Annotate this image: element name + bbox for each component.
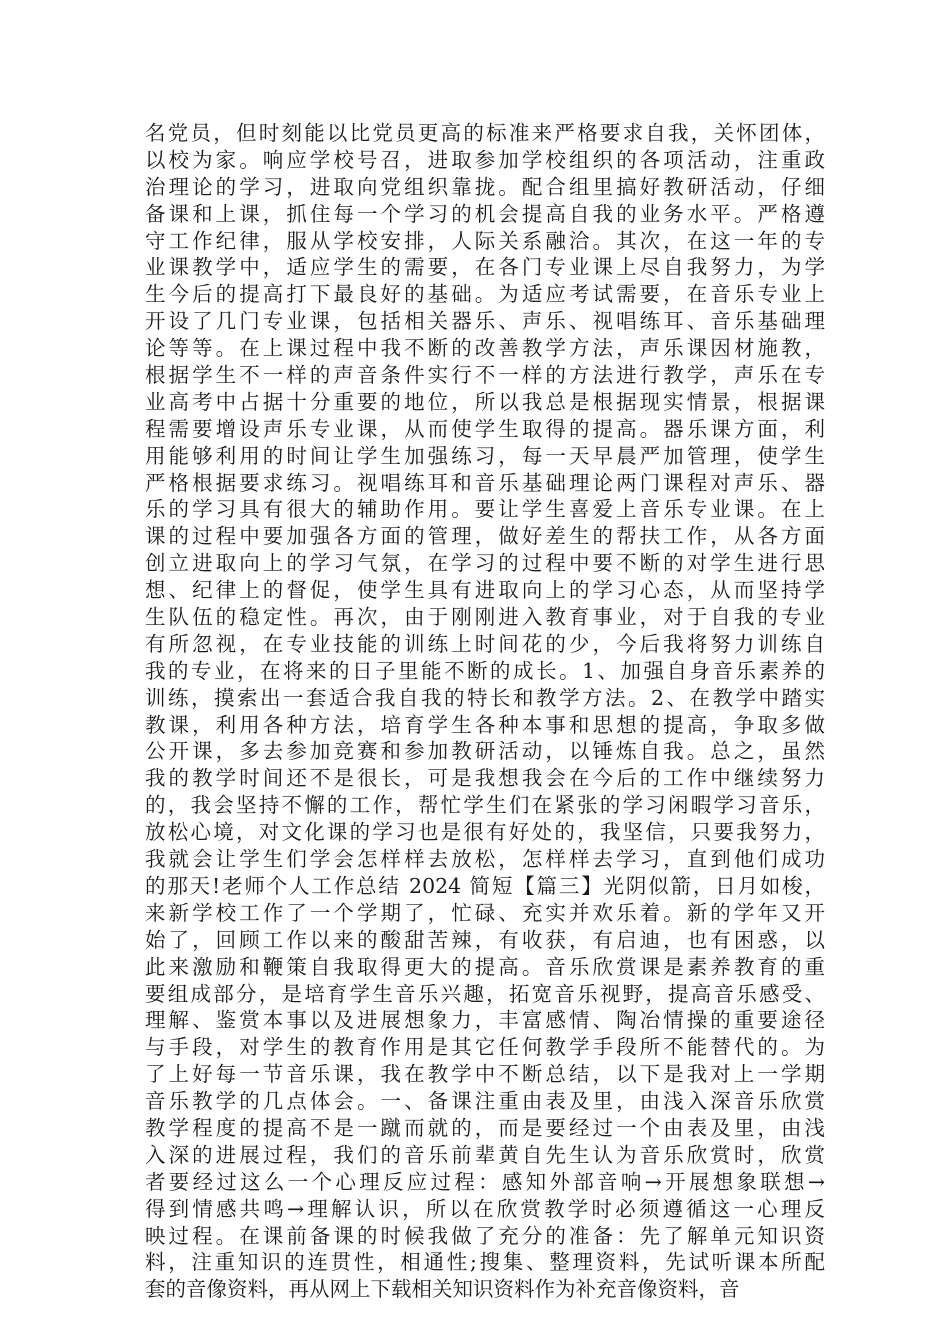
text-line: 训练，摸索出一套适合我自我的特长和教学方法。2、在教学中踏实 <box>145 685 825 710</box>
text-line: 我的教学时间还不是很长，可是我想我会在今后的工作中继续努力 <box>145 766 825 791</box>
text-line: 的，我会坚持不懈的工作，帮忙学生们在紧张的学习闲暇学习音乐， <box>145 793 825 818</box>
text-line: 用能够利用的时间让学生加强练习，每一天早晨严加管理，使学生 <box>145 443 825 468</box>
text-line: 创立进取向上的学习气氛，在学习的过程中要不断的对学生进行思 <box>145 551 825 576</box>
text-line: 料，注重知识的连贯性，相通性;搜集、整理资料，先试听课本所配 <box>145 1250 825 1275</box>
text-line: 论等等。在上课过程中我不断的改善教学方法，声乐课因材施教， <box>145 336 825 361</box>
text-line: 我就会让学生们学会怎样样去放松，怎样样去学习，直到他们成功 <box>145 847 825 872</box>
text-line: 始了，回顾工作以来的酸甜苦辣，有收获，有启迪，也有困惑，以 <box>145 927 825 952</box>
text-line: 入深的进展过程，我们的音乐前辈黄自先生认为音乐欣赏时，欣赏 <box>145 1142 825 1167</box>
text-line: 课的过程中要加强各方面的管理，做好差生的帮扶工作，从各方面 <box>145 524 825 549</box>
text-line: 以校为家。响应学校号召，进取参加学校组织的各项活动，注重政 <box>145 147 825 172</box>
text-line: 音乐教学的几点体会。一、备课注重由表及里，由浅入深音乐欣赏 <box>145 1089 825 1114</box>
text-line: 了上好每一节音乐课，我在教学中不断总结，以下是我对上一学期 <box>145 1062 825 1087</box>
text-line: 有所忽视，在专业技能的训练上时间花的少，今后我将努力训练自 <box>145 631 825 656</box>
text-line: 来新学校工作了一个学期了，忙碌、充实并欢乐着。新的学年又开 <box>145 900 825 925</box>
text-line: 此来激励和鞭策自我取得更大的提高。音乐欣赏课是素养教育的重 <box>145 954 825 979</box>
text-line: 与手段，对学生的教育作用是其它任何教学手段所不能替代的。为 <box>145 1035 825 1060</box>
text-line: 开设了几门专业课，包括相关器乐、声乐、视唱练耳、音乐基础理 <box>145 309 825 334</box>
text-line: 我的专业，在将来的日子里能不断的成长。1、加强自身音乐素养的 <box>145 658 825 683</box>
body-text <box>145 120 825 1303</box>
text-line: 想、纪律上的督促，使学生具有进取向上的学习心态，从而坚持学 <box>145 578 825 603</box>
text-line: 根据学生不一样的声音条件实行不一样的方法进行教学，声乐在专 <box>145 363 825 388</box>
text-line: 乐的学习具有很大的辅助作用。要让学生喜爱上音乐专业课。在上 <box>145 497 825 522</box>
text-line: 守工作纪律，服从学校安排，人际关系融洽。其次，在这一年的专 <box>145 228 825 253</box>
text-line: 名党员，但时刻能以比党员更高的标准来严格要求自我，关怀团体， <box>145 121 825 145</box>
text-line: 治理论的学习，进取向党组织靠拢。配合组里搞好教研活动，仔细 <box>145 174 825 199</box>
text-line: 生队伍的稳定性。再次，由于刚刚进入教育事业，对于自我的专业 <box>145 605 825 630</box>
text-line: 教课，利用各种方法，培育学生各种本事和思想的提高，争取多做 <box>145 712 825 737</box>
text-line: 得到情感共鸣→理解认识，所以在欣赏教学时必须遵循这一心理反 <box>145 1196 825 1221</box>
text-line: 生今后的提高打下最良好的基础。为适应考试需要，在音乐专业上 <box>145 282 825 307</box>
text-line: 的那天!老师个人工作总结 2024 简短【篇三】光阴似箭，日月如梭， <box>145 873 825 898</box>
text-line: 要组成部分，是培育学生音乐兴趣，拓宽音乐视野，提高音乐感受、 <box>145 981 825 1006</box>
text-line: 者要经过这么一个心理反应过程：感知外部音响→开展想象联想→ <box>145 1169 825 1194</box>
text-line: 严格根据要求练习。视唱练耳和音乐基础理论两门课程对声乐、器 <box>145 470 825 495</box>
text-line: 教学程度的提高不是一蹴而就的，而是要经过一个由表及里，由浅 <box>145 1115 825 1140</box>
text-line: 程需要增设声乐专业课，从而使学生取得的提高。器乐课方面，利 <box>145 416 825 441</box>
text-line: 备课和上课，抓住每一个学习的机会提高自我的业务水平。严格遵 <box>145 201 825 226</box>
text-line: 业课教学中，适应学生的需要，在各门专业课上尽自我努力，为学 <box>145 255 825 280</box>
text-line: 放松心境，对文化课的学习也是很有好处的，我坚信，只要我努力， <box>145 820 825 845</box>
text-line: 套的音像资料，再从网上下载相关知识资料作为补充音像资料，音 <box>145 1277 740 1302</box>
text-line: 映过程。在课前备课的时候我做了充分的准备：先了解单元知识资 <box>145 1223 825 1248</box>
text-line: 理解、鉴赏本事以及进展想象力，丰富感情、陶冶情操的重要途径 <box>145 1008 825 1033</box>
text-line: 业高考中占据十分重要的地位，所以我总是根据现实情景，根据课 <box>145 389 825 414</box>
text-line: 公开课，多去参加竞赛和参加教研活动，以锤炼自我。总之，虽然 <box>145 739 825 764</box>
